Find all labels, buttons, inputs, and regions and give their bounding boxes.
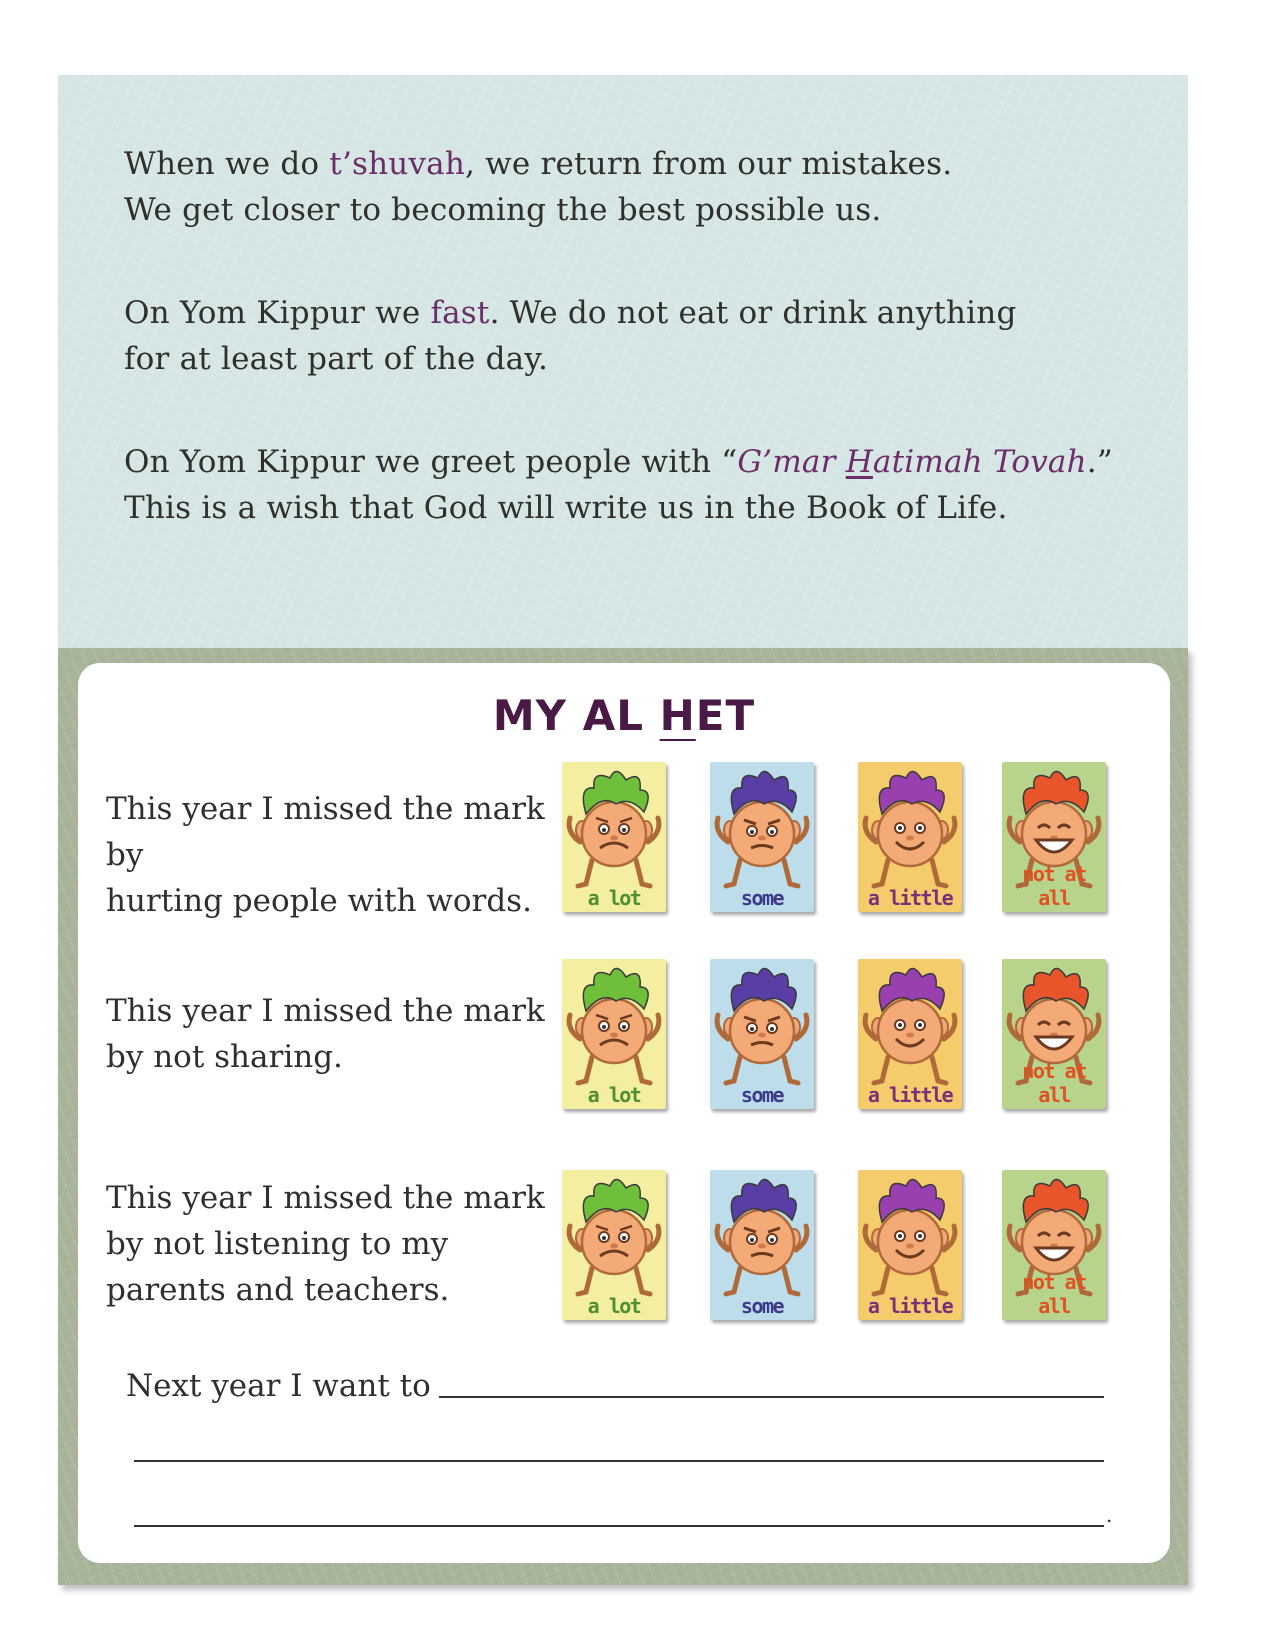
rating-label: not at all [1022,862,1086,910]
rating-label: some [740,886,784,910]
rating-tile-a-lot[interactable] [562,959,666,1109]
rating-label: a little [867,1294,953,1318]
term-part: atimah Tovah [872,444,1087,480]
intro-text: We get closer to becoming the best possible us. [124,192,882,228]
rating-label: a lot [587,886,641,910]
term-gmar-hatimah-tovah [737,444,1086,480]
rating-tile-some[interactable] [710,959,814,1109]
intro-text: On Yom Kippur we [124,295,431,331]
intro-paragraph-fast [124,290,1017,382]
rating-tile-a-lot[interactable] [562,762,666,912]
term-part-underlined: H [845,444,873,480]
activity-panel [58,648,1188,1585]
cartoon-face-icon [556,1170,672,1302]
rating-tile-not-at-all[interactable] [1002,959,1106,1109]
cartoon-face-icon [556,762,672,894]
question-line: This year I missed the mark [106,1180,545,1216]
rating-tile-a-little[interactable] [858,959,962,1109]
question-line: parents and teachers. [106,1272,450,1308]
cartoon-face-icon [704,1170,820,1302]
next-year-prompt: Next year I want to [126,1368,431,1404]
rating-label: a little [867,886,953,910]
title-part-underlined: H [659,691,696,740]
intro-text: for at least part of the day. [124,341,549,377]
title-part: ET [695,691,756,740]
intro-text: On Yom Kippur we greet people with “ [124,444,738,480]
rating-label: a lot [587,1294,641,1318]
rating-label: a lot [587,1083,641,1107]
activity-card [78,663,1170,1563]
writing-line-2[interactable] [134,1460,1104,1462]
question-line: by not listening to my [106,1226,449,1262]
writing-line-1[interactable] [439,1396,1104,1398]
rating-label: some [740,1294,784,1318]
title-part: MY AL [492,691,660,740]
question-sharing [106,988,546,1080]
rating-label: some [740,1083,784,1107]
term-tshuvah: t’shuvah [329,146,466,182]
question-line: This year I missed the mark [106,993,545,1029]
intro-panel [58,75,1188,650]
rating-label: not at all [1022,1270,1086,1318]
rating-tile-a-little[interactable] [858,762,962,912]
rating-row-3 [562,1170,1117,1322]
rating-tile-not-at-all[interactable] [1002,1170,1106,1320]
cartoon-face-icon [556,959,672,1091]
writing-line-3[interactable] [134,1525,1104,1527]
question-line: by not sharing. [106,1039,343,1075]
intro-text: . We do not eat or drink anything [489,295,1017,331]
question-words [106,786,546,924]
rating-tile-a-little[interactable] [858,1170,962,1320]
question-listening [106,1175,546,1313]
rating-row-1 [562,762,1117,914]
cartoon-face-icon [852,959,968,1091]
term-fast: fast [430,295,490,331]
intro-text: When we do [124,146,330,182]
rating-tile-some[interactable] [710,762,814,912]
rating-row-2 [562,959,1117,1111]
cartoon-face-icon [704,762,820,894]
intro-paragraph-greeting [124,439,1113,531]
cartoon-face-icon [852,1170,968,1302]
intro-text: , we return from our mistakes. [465,146,953,182]
period-mark: . [1106,1503,1113,1527]
activity-title [78,691,1170,740]
cartoon-face-icon [852,762,968,894]
rating-tile-not-at-all[interactable] [1002,762,1106,912]
rating-tile-some[interactable] [710,1170,814,1320]
cartoon-face-icon [704,959,820,1091]
intro-paragraph-tshuvah [124,141,952,233]
intro-text: This is a wish that God will write us in the Book of Life. [124,490,1008,526]
rating-tile-a-lot[interactable] [562,1170,666,1320]
question-line: hurting people with words. [106,883,532,919]
term-part: G’mar [737,444,846,480]
question-line: This year I missed the mark by [106,791,545,873]
rating-label: not at all [1022,1059,1086,1107]
rating-label: a little [867,1083,953,1107]
intro-text: .” [1086,444,1113,480]
